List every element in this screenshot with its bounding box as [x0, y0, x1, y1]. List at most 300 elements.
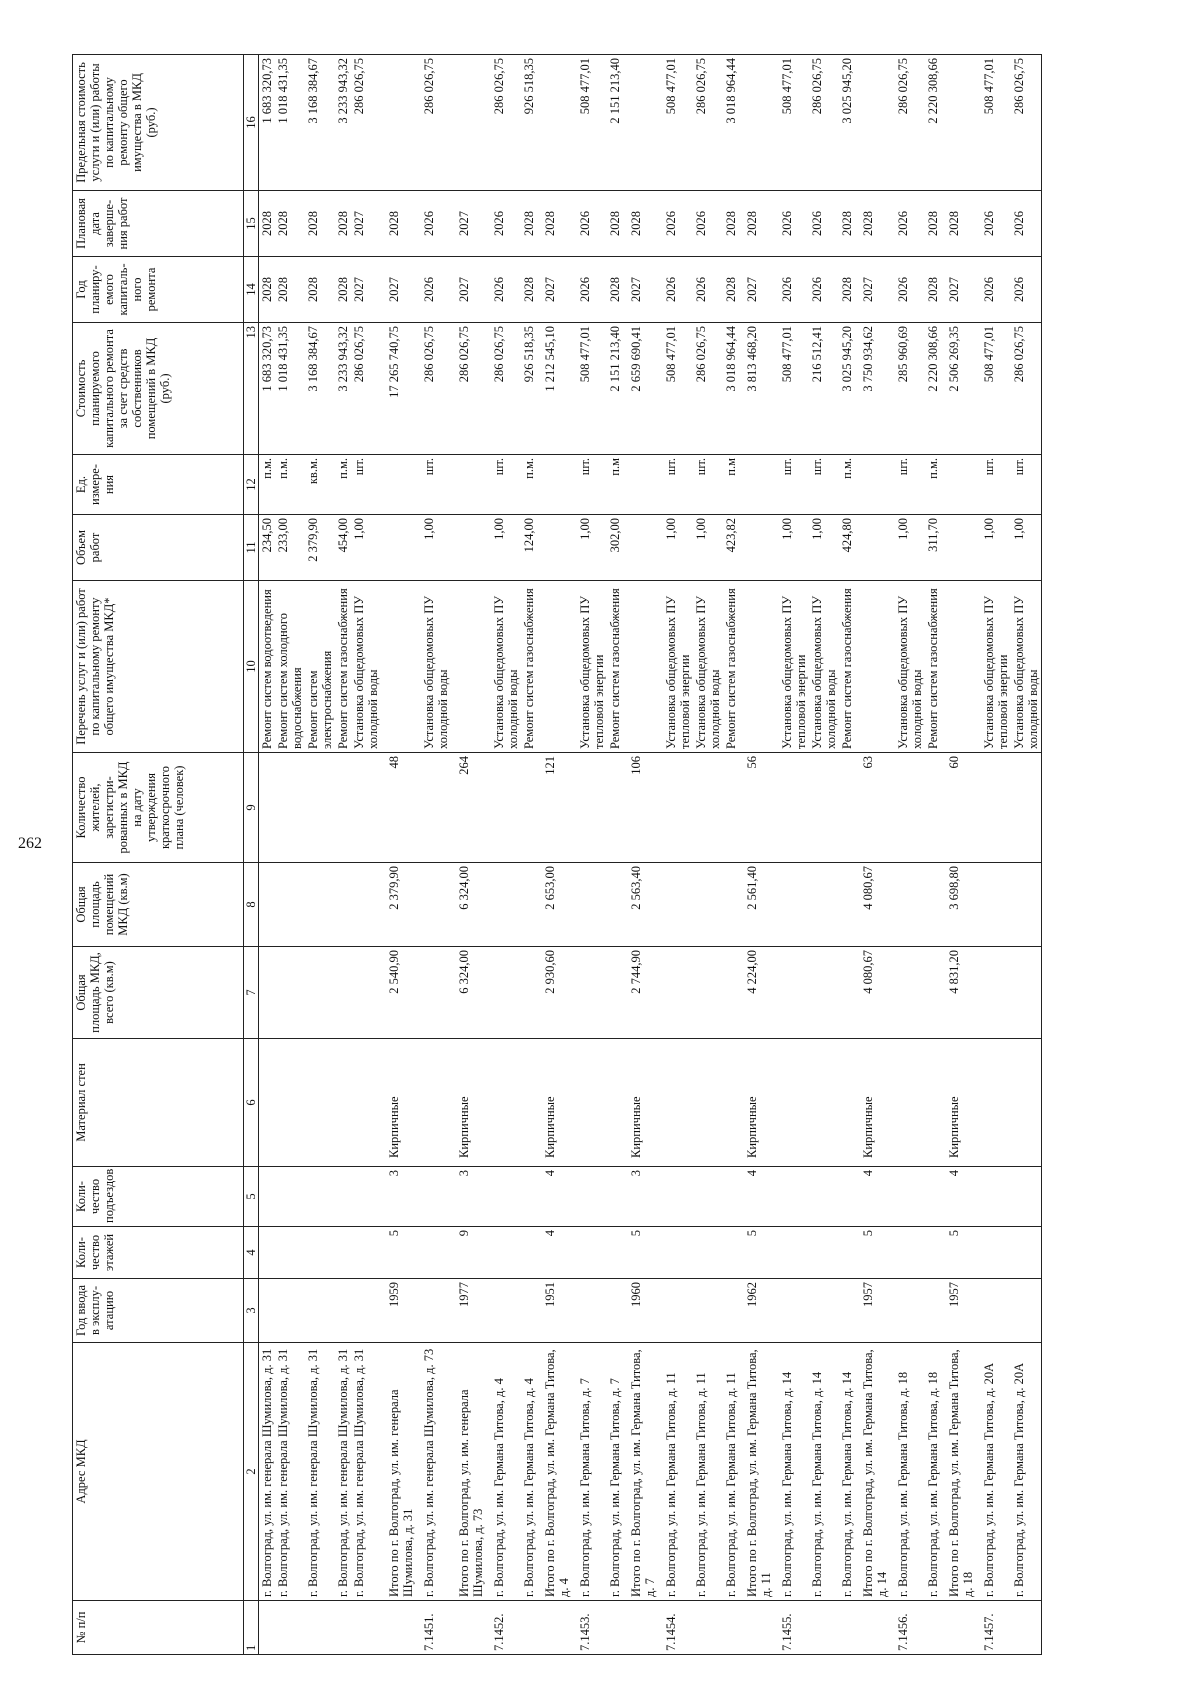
table-cell: г. Волгоград, ул. им. Германа Титова, д. 18	[925, 1343, 941, 1601]
table-cell: 2028	[335, 257, 351, 323]
table-cell	[381, 581, 421, 753]
table-cell	[779, 753, 809, 863]
table-cell: г. Волгоград, ул. им. Германа Титова, д. 14	[839, 1343, 855, 1601]
table-cell: 2028	[305, 257, 335, 323]
table-cell: Кирпичные	[739, 1039, 779, 1167]
table-cell	[305, 1167, 335, 1227]
table-cell: 2028	[259, 191, 276, 257]
table-cell: Итого по г. Волгоград, ул. им. Германа Титова, д. 11	[739, 1343, 779, 1601]
table-row	[623, 55, 663, 1655]
table-cell: 4	[739, 1167, 779, 1227]
table-cell: 48	[381, 753, 421, 863]
table-cell: г. Волгоград, ул. им. Германа Титова, д. 4	[521, 1343, 537, 1601]
table-cell: Итого по г. Волгоград, ул. им. генерала Шумилова, д. 31	[381, 1343, 421, 1601]
table-cell: 508 477,01	[577, 55, 607, 191]
column-number-6: 6	[244, 1039, 259, 1167]
table-cell	[739, 455, 779, 515]
table-row	[451, 55, 491, 1655]
table-cell	[623, 581, 663, 753]
table-cell	[351, 1601, 381, 1655]
table-cell	[421, 753, 451, 863]
table-cell	[663, 753, 693, 863]
table-cell: 2026	[895, 191, 925, 257]
table-cell: шт.	[895, 455, 925, 515]
table-cell: 2 379,90	[305, 515, 335, 581]
table-cell: г. Волгоград, ул. им. Германа Титова, д. 20А	[1011, 1343, 1042, 1601]
table-cell	[305, 1039, 335, 1167]
table-cell	[521, 753, 537, 863]
table-cell: Установка общедомовых ПУ тепловой энергии	[663, 581, 693, 753]
table-cell: 286 026,75	[451, 323, 491, 455]
table-cell: г. Волгоград, ул. им. генерала Шумилова, д. 31	[305, 1343, 335, 1601]
table-cell: 2026	[693, 257, 723, 323]
table-cell	[855, 581, 895, 753]
table-cell: Ремонт систем электроснабжения	[305, 581, 335, 753]
table-cell: 5	[381, 1227, 421, 1279]
table-cell: п.м.	[925, 455, 941, 515]
table-cell	[451, 1601, 491, 1655]
table-row	[839, 55, 855, 1655]
table-cell: 508 477,01	[981, 323, 1011, 455]
table-cell: 5	[623, 1227, 663, 1279]
table-cell: 3 698,80	[941, 863, 981, 947]
table-row	[577, 55, 607, 1655]
table-cell: 7.1456.	[895, 1601, 925, 1655]
table-cell	[839, 863, 855, 947]
table-cell: г. Волгоград, ул. им. Германа Титова, д. 11	[663, 1343, 693, 1601]
table-cell: 1 212 545,10	[537, 323, 577, 455]
table-cell	[607, 1227, 623, 1279]
table-cell	[275, 947, 305, 1039]
column-header-9: Количество жителей, зарегистри-рованных в МКД на дату утверждения краткосрочного плана (человек)	[73, 753, 244, 863]
table-cell	[259, 1601, 276, 1655]
table-cell	[421, 1167, 451, 1227]
table-cell	[941, 55, 981, 191]
table-cell	[521, 1167, 537, 1227]
table-cell	[607, 1279, 623, 1343]
table-cell	[259, 753, 276, 863]
table-cell: п.м.	[275, 455, 305, 515]
table-cell: 1962	[739, 1279, 779, 1343]
table-cell	[941, 1601, 981, 1655]
column-number-row	[244, 55, 259, 1655]
table-cell	[925, 947, 941, 1039]
table-cell	[723, 1601, 739, 1655]
column-number-5: 5	[244, 1167, 259, 1227]
table-cell: 2026	[779, 191, 809, 257]
table-cell	[421, 1227, 451, 1279]
table-cell: 1951	[537, 1279, 577, 1343]
table-cell	[693, 753, 723, 863]
table-cell: Кирпичные	[623, 1039, 663, 1167]
table-cell: 5	[739, 1227, 779, 1279]
table-cell: 124,00	[521, 515, 537, 581]
table-cell: 302,00	[607, 515, 623, 581]
table-cell: 2026	[577, 257, 607, 323]
table-cell: 1,00	[809, 515, 839, 581]
table-cell: шт.	[663, 455, 693, 515]
table-cell: 1957	[941, 1279, 981, 1343]
table-cell	[1011, 753, 1042, 863]
table-cell	[577, 1039, 607, 1167]
table-cell	[809, 753, 839, 863]
table-cell	[421, 1039, 451, 1167]
table-cell: 234,50	[259, 515, 276, 581]
table-cell	[839, 1039, 855, 1167]
table-cell: 2027	[739, 257, 779, 323]
table-cell: 2027	[941, 257, 981, 323]
table-cell	[351, 1279, 381, 1343]
table-cell: 1,00	[895, 515, 925, 581]
table-cell	[451, 581, 491, 753]
table-cell	[275, 863, 305, 947]
table-cell: Установка общедомовых ПУ тепловой энергии	[577, 581, 607, 753]
table-cell: 285 960,69	[895, 323, 925, 455]
table-cell	[381, 515, 421, 581]
table-cell	[381, 1601, 421, 1655]
table-cell	[925, 1039, 941, 1167]
table-cell: 7.1455.	[779, 1601, 809, 1655]
table-row	[693, 55, 723, 1655]
table-cell: Итого по г. Волгоград, ул. им. Германа Титова, д. 4	[537, 1343, 577, 1601]
table-cell	[739, 515, 779, 581]
table-cell: 2028	[607, 191, 623, 257]
table-cell: Кирпичные	[941, 1039, 981, 1167]
table-cell: Кирпичные	[855, 1039, 895, 1167]
table-cell: Итого по г. Волгоград, ул. им. Германа Титова, д. 18	[941, 1343, 981, 1601]
table-cell: 2 653,00	[537, 863, 577, 947]
table-cell: 286 026,75	[421, 323, 451, 455]
table-row	[421, 55, 451, 1655]
table-cell: 2026	[1011, 257, 1042, 323]
column-number-11: 11	[244, 515, 259, 581]
table-cell: г. Волгоград, ул. им. генерала Шумилова, д. 73	[421, 1343, 451, 1601]
table-cell	[335, 753, 351, 863]
table-cell	[1011, 1279, 1042, 1343]
column-header-12: Ед. измере-ния	[73, 455, 244, 515]
table-cell: Ремонт систем водоотведения	[259, 581, 276, 753]
table-cell	[739, 581, 779, 753]
table-cell: 926 518,35	[521, 55, 537, 191]
table-cell: Ремонт систем газоснабжения	[925, 581, 941, 753]
table-cell	[779, 1039, 809, 1167]
table-row	[1011, 55, 1042, 1655]
table-cell: 1959	[381, 1279, 421, 1343]
table-cell: 1960	[623, 1279, 663, 1343]
table-cell	[723, 1279, 739, 1343]
table-cell: 3 168 384,67	[305, 55, 335, 191]
table-cell: 4	[537, 1227, 577, 1279]
table-cell: 4	[941, 1167, 981, 1227]
column-header-10: Перечень услуг и (или) работ по капитальному ремонту общего имущества МКД*	[73, 581, 244, 753]
table-cell: 2028	[521, 257, 537, 323]
table-cell	[941, 581, 981, 753]
table-cell	[925, 1601, 941, 1655]
table-cell	[779, 1279, 809, 1343]
column-header-8: Общая площадь помещений МКД (кв.м)	[73, 863, 244, 947]
table-cell: шт.	[981, 455, 1011, 515]
table-cell: 454,00	[335, 515, 351, 581]
table-cell	[925, 1279, 941, 1343]
column-number-8: 8	[244, 863, 259, 947]
table-cell: 3 233 943,32	[335, 55, 351, 191]
table-cell: 2026	[663, 257, 693, 323]
column-number-1: 1	[244, 1601, 259, 1655]
header-row	[73, 55, 244, 1655]
table-cell	[981, 1279, 1011, 1343]
table-cell	[607, 947, 623, 1039]
table-cell	[663, 1167, 693, 1227]
table-cell: 2028	[925, 191, 941, 257]
table-cell	[839, 1227, 855, 1279]
table-cell	[663, 947, 693, 1039]
table-row	[779, 55, 809, 1655]
table-cell	[577, 1167, 607, 1227]
table-cell: 17 265 740,75	[381, 323, 421, 455]
table-cell	[381, 55, 421, 191]
table-cell	[809, 1039, 839, 1167]
table-cell: 311,70	[925, 515, 941, 581]
table-cell: 2028	[839, 191, 855, 257]
table-cell: г. Волгоград, ул. им. Германа Титова, д. 14	[809, 1343, 839, 1601]
table-cell: кв.м.	[305, 455, 335, 515]
column-number-2: 2	[244, 1343, 259, 1601]
column-number-13: 13	[244, 323, 259, 455]
table-cell: 2028	[839, 257, 855, 323]
table-cell: Установка общедомовых ПУ холодной воды	[1011, 581, 1042, 753]
table-cell	[839, 1279, 855, 1343]
table-cell	[521, 1279, 537, 1343]
table-cell: 3 018 964,44	[723, 323, 739, 455]
table-row	[739, 55, 779, 1655]
table-cell	[607, 1167, 623, 1227]
column-header-2: Адрес МКД	[73, 1343, 244, 1601]
table-cell: 424,80	[839, 515, 855, 581]
table-cell	[305, 863, 335, 947]
table-cell	[335, 1227, 351, 1279]
column-number-15: 15	[244, 191, 259, 257]
table-cell	[693, 1601, 723, 1655]
table-cell	[623, 455, 663, 515]
table-cell	[623, 515, 663, 581]
table-cell	[663, 1039, 693, 1167]
table-cell: Ремонт систем газоснабжения	[521, 581, 537, 753]
table-cell: 2026	[421, 191, 451, 257]
table-cell	[839, 753, 855, 863]
rotated-page	[72, 55, 1172, 1655]
table-cell: 2028	[925, 257, 941, 323]
table-body	[259, 55, 1042, 1655]
table-cell: 2026	[693, 191, 723, 257]
table-row	[335, 55, 351, 1655]
table-cell: 2026	[981, 191, 1011, 257]
table-cell	[275, 1601, 305, 1655]
table-cell	[335, 1601, 351, 1655]
table-cell: 2028	[521, 191, 537, 257]
table-cell	[521, 1227, 537, 1279]
repair-plan-table	[72, 54, 1042, 1655]
table-cell	[981, 1039, 1011, 1167]
table-cell: 2027	[381, 257, 421, 323]
table-cell	[895, 947, 925, 1039]
table-cell: 508 477,01	[779, 323, 809, 455]
table-cell	[693, 1227, 723, 1279]
table-cell	[491, 1039, 521, 1167]
column-number-14: 14	[244, 257, 259, 323]
table-cell: п.м	[607, 455, 623, 515]
table-cell: 2028	[537, 191, 577, 257]
table-cell: 233,00	[275, 515, 305, 581]
table-cell	[351, 947, 381, 1039]
table-cell	[663, 1227, 693, 1279]
table-cell	[739, 1601, 779, 1655]
table-cell: 2 930,60	[537, 947, 577, 1039]
table-cell: 2027	[351, 257, 381, 323]
table-cell: 286 026,75	[1011, 323, 1042, 455]
table-cell: г. Волгоград, ул. им. Германа Титова, д. 11	[693, 1343, 723, 1601]
table-cell: 2028	[941, 191, 981, 257]
table-cell: 2027	[623, 257, 663, 323]
table-cell: 2028	[381, 191, 421, 257]
table-cell: Установка общедомовых ПУ холодной воды	[351, 581, 381, 753]
column-header-5: Коли-чество подъездов	[73, 1167, 244, 1227]
table-cell	[981, 947, 1011, 1039]
table-cell: 121	[537, 753, 577, 863]
table-cell: 7.1451.	[421, 1601, 451, 1655]
table-cell	[739, 55, 779, 191]
table-cell: п.м.	[521, 455, 537, 515]
table-cell: 6 324,00	[451, 947, 491, 1039]
table-cell: г. Волгоград, ул. им. генерала Шумилова, д. 31	[335, 1343, 351, 1601]
table-cell: 2 561,40	[739, 863, 779, 947]
table-cell: 1,00	[421, 515, 451, 581]
table-cell: 2026	[421, 257, 451, 323]
table-cell	[607, 1601, 623, 1655]
table-cell	[723, 1039, 739, 1167]
table-cell	[491, 947, 521, 1039]
table-cell: 2028	[607, 257, 623, 323]
table-cell: Ремонт систем газоснабжения	[607, 581, 623, 753]
table-cell	[1011, 1167, 1042, 1227]
table-cell: 1,00	[981, 515, 1011, 581]
table-cell	[895, 1167, 925, 1227]
table-cell	[693, 947, 723, 1039]
table-row	[607, 55, 623, 1655]
table-cell	[335, 1039, 351, 1167]
table-cell: п.м.	[335, 455, 351, 515]
table-cell: 286 026,75	[1011, 55, 1042, 191]
table-cell: п.м.	[259, 455, 276, 515]
table-row	[663, 55, 693, 1655]
table-cell: шт.	[809, 455, 839, 515]
table-cell	[577, 1227, 607, 1279]
table-cell	[259, 1167, 276, 1227]
table-cell: 2028	[723, 257, 739, 323]
table-cell	[537, 455, 577, 515]
table-cell	[895, 863, 925, 947]
column-number-16: 16	[244, 55, 259, 191]
table-cell	[1011, 1227, 1042, 1279]
table-cell	[491, 753, 521, 863]
table-cell	[981, 753, 1011, 863]
table-cell: г. Волгоград, ул. им. Германа Титова, д. 20А	[981, 1343, 1011, 1601]
table-cell: Кирпичные	[537, 1039, 577, 1167]
table-cell	[275, 1039, 305, 1167]
table-cell: г. Волгоград, ул. им. Германа Титова, д. 4	[491, 1343, 521, 1601]
table-cell: 508 477,01	[663, 55, 693, 191]
table-row	[305, 55, 335, 1655]
table-cell: Ремонт систем газоснабжения	[839, 581, 855, 753]
table-cell: шт.	[421, 455, 451, 515]
table-row	[809, 55, 839, 1655]
table-cell: 3	[623, 1167, 663, 1227]
table-cell	[779, 947, 809, 1039]
table-cell	[693, 1039, 723, 1167]
column-number-4: 4	[244, 1227, 259, 1279]
table-cell: 1,00	[1011, 515, 1042, 581]
table-cell: г. Волгоград, ул. им. Германа Титова, д. 11	[723, 1343, 739, 1601]
table-cell: Установка общедомовых ПУ холодной воды	[809, 581, 839, 753]
table-cell: г. Волгоград, ул. им. Германа Титова, д. 7	[607, 1343, 623, 1601]
table-cell	[779, 1167, 809, 1227]
table-cell	[607, 863, 623, 947]
column-number-12: 12	[244, 455, 259, 515]
table-cell: 264	[451, 753, 491, 863]
table-cell: 2027	[537, 257, 577, 323]
table-cell: 4 224,00	[739, 947, 779, 1039]
table-row	[537, 55, 577, 1655]
table-row	[381, 55, 421, 1655]
table-cell	[351, 863, 381, 947]
table-cell: 2026	[491, 257, 521, 323]
table-cell: 1,00	[577, 515, 607, 581]
table-cell: 2026	[1011, 191, 1042, 257]
table-cell	[981, 863, 1011, 947]
table-cell: Итого по г. Волгоград, ул. им. генерала Шумилова, д. 73	[451, 1343, 491, 1601]
table-cell	[925, 753, 941, 863]
table-cell: г. Волгоград, ул. им. Германа Титова, д. 7	[577, 1343, 607, 1601]
table-cell: п.м	[723, 455, 739, 515]
table-cell: 5	[855, 1227, 895, 1279]
column-header-13: Стоимость планируемого капитального ремонта за счет средств собственников помещений в МКД (руб.)	[73, 323, 244, 455]
table-cell: 2 220 308,66	[925, 323, 941, 455]
table-cell: 3 813 468,20	[739, 323, 779, 455]
table-cell: 2026	[663, 191, 693, 257]
table-row	[521, 55, 537, 1655]
table-cell	[305, 1279, 335, 1343]
table-cell: г. Волгоград, ул. им. генерала Шумилова, д. 31	[259, 1343, 276, 1601]
table-cell: Установка общедомовых ПУ холодной воды	[895, 581, 925, 753]
table-cell: Ремонт систем газоснабжения	[335, 581, 351, 753]
table-cell: Кирпичные	[381, 1039, 421, 1167]
table-cell	[607, 1039, 623, 1167]
table-cell	[723, 863, 739, 947]
table-cell: 1,00	[663, 515, 693, 581]
column-header-11: Объем работ	[73, 515, 244, 581]
table-cell	[351, 1039, 381, 1167]
table-cell	[451, 455, 491, 515]
table-cell: 7.1452.	[491, 1601, 521, 1655]
table-cell: 2026	[577, 191, 607, 257]
table-cell: 3 025 945,20	[839, 55, 855, 191]
table-cell	[693, 1279, 723, 1343]
column-header-4: Коли-чество этажей	[73, 1227, 244, 1279]
table-cell: 508 477,01	[577, 323, 607, 455]
table-cell: 2028	[275, 257, 305, 323]
table-cell: 1957	[855, 1279, 895, 1343]
table-row	[925, 55, 941, 1655]
table-cell: 2026	[981, 257, 1011, 323]
